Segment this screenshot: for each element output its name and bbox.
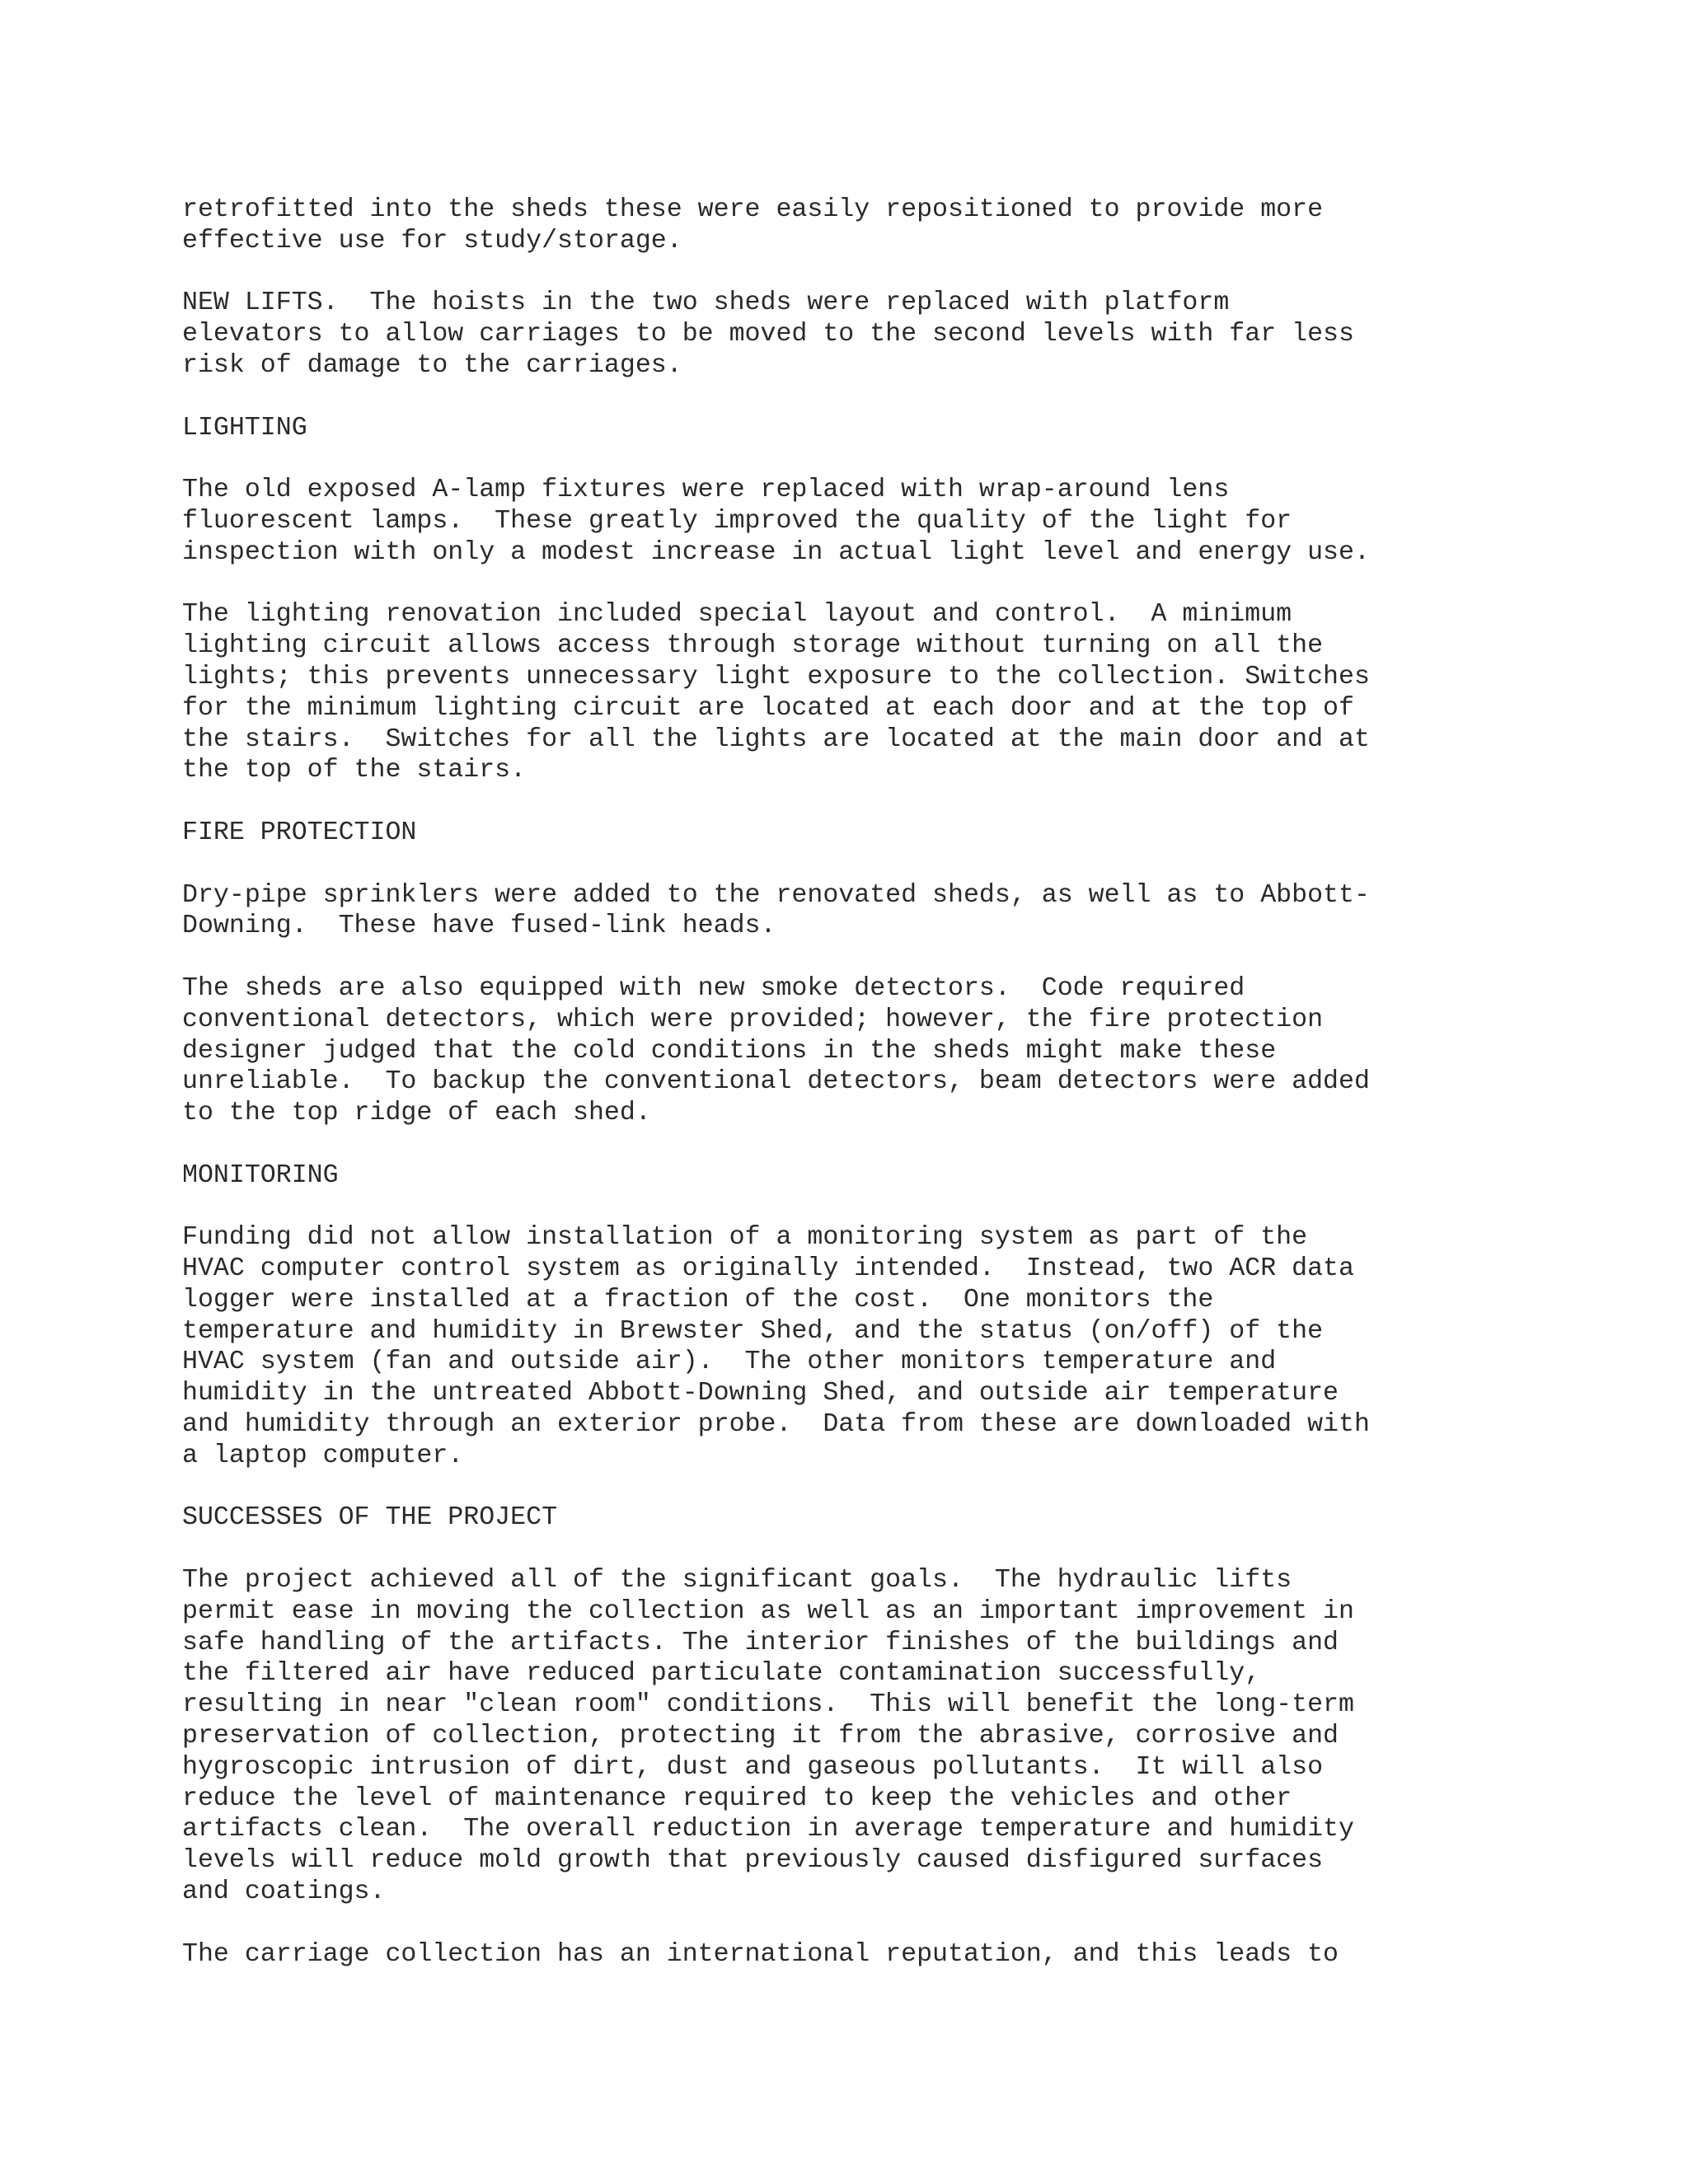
text-line: artifacts clean. The overall reduction in average temperature and humidity bbox=[182, 1815, 1354, 1844]
text-line: The old exposed A-lamp fixtures were replaced with wrap-around lens bbox=[182, 476, 1230, 505]
text-line: lights; this prevents unnecessary light exposure to the collection. Switches bbox=[182, 662, 1370, 691]
text-line: to the top ridge of each shed. bbox=[182, 1099, 651, 1128]
paragraph bbox=[182, 288, 1501, 381]
text-line: Dry-pipe sprinklers were added to the renovated sheds, as well as to Abbott- bbox=[182, 880, 1370, 910]
paragraph bbox=[182, 1939, 1501, 1971]
section-heading bbox=[182, 818, 1501, 849]
paragraph-gap bbox=[182, 1534, 1501, 1565]
text-line: effective use for study/storage. bbox=[182, 226, 682, 255]
text-line: retrofitted into the sheds these were easily repositioned to provide more bbox=[182, 195, 1324, 224]
text-line: the stairs. Switches for all the lights are located at the main door and at bbox=[182, 724, 1370, 754]
text-line: conventional detectors, which were provided; however, the fire protection bbox=[182, 1005, 1324, 1034]
text-line: inspection with only a modest increase in actual light level and energy use. bbox=[182, 537, 1370, 567]
text-line: NEW LIFTS. The hoists in the two sheds were replaced with platform bbox=[182, 288, 1230, 318]
text-line: logger were installed at a fraction of the cost. One monitors the bbox=[182, 1285, 1214, 1315]
text-line: preservation of collection, protecting it from the abrasive, corrosive and bbox=[182, 1722, 1339, 1751]
text-line: levels will reduce mold growth that previously caused disfigured surfaces bbox=[182, 1846, 1324, 1876]
text-line: The lighting renovation included special layout and control. A minimum bbox=[182, 600, 1292, 630]
paragraph-gap bbox=[182, 257, 1501, 288]
paragraph-gap bbox=[182, 849, 1501, 880]
paragraph bbox=[182, 973, 1501, 1129]
text-line: HVAC computer control system as originally intended. Instead, two ACR data bbox=[182, 1254, 1354, 1284]
text-line: HVAC system (fan and outside air). The other monitors temperature and bbox=[182, 1347, 1277, 1377]
text-line: the filtered air have reduced particulate contamination successfully, bbox=[182, 1659, 1261, 1689]
paragraph bbox=[182, 1222, 1501, 1471]
paragraph-gap bbox=[182, 1129, 1501, 1160]
text-line: MONITORING bbox=[182, 1160, 339, 1190]
text-line: hygroscopic intrusion of dirt, dust and gaseous pollutants. It will also bbox=[182, 1752, 1324, 1782]
text-line: risk of damage to the carriages. bbox=[182, 350, 682, 380]
text-line: humidity in the untreated Abbott-Downing Shed, and outside air temperature bbox=[182, 1379, 1339, 1408]
text-line: LIGHTING bbox=[182, 413, 307, 443]
section-heading bbox=[182, 413, 1501, 444]
document-page bbox=[182, 194, 1501, 1970]
text-line: Funding did not allow installation of a monitoring system as part of the bbox=[182, 1223, 1308, 1253]
text-line: lighting circuit allows access through storage without turning on all the bbox=[182, 631, 1324, 661]
paragraph-gap bbox=[182, 569, 1501, 600]
text-line: Downing. These have fused-link heads. bbox=[182, 912, 776, 941]
paragraph bbox=[182, 194, 1501, 257]
text-line: and humidity through an exterior probe. Data from these are downloaded with bbox=[182, 1410, 1370, 1440]
text-line: safe handling of the artifacts. The interior finishes of the buildings and bbox=[182, 1628, 1339, 1657]
paragraph-gap bbox=[182, 1472, 1501, 1503]
paragraph bbox=[182, 880, 1501, 943]
text-line: FIRE PROTECTION bbox=[182, 818, 417, 847]
text-line: fluorescent lamps. These greatly improved the quality of the light for bbox=[182, 506, 1292, 536]
text-line: temperature and humidity in Brewster Shed, and the status (on/off) of the bbox=[182, 1316, 1324, 1346]
text-line: SUCCESSES OF THE PROJECT bbox=[182, 1503, 558, 1533]
text-line: reduce the level of maintenance required to keep the vehicles and other bbox=[182, 1783, 1292, 1813]
text-line: the top of the stairs. bbox=[182, 756, 527, 785]
text-line: unreliable. To backup the conventional detectors, beam detectors were added bbox=[182, 1067, 1370, 1097]
paragraph bbox=[182, 1565, 1501, 1908]
paragraph-gap bbox=[182, 1192, 1501, 1223]
paragraph bbox=[182, 599, 1501, 786]
paragraph-gap bbox=[182, 786, 1501, 818]
paragraph-gap bbox=[182, 1908, 1501, 1939]
paragraph bbox=[182, 475, 1501, 568]
text-line: permit ease in moving the collection as well as an important improvement in bbox=[182, 1596, 1354, 1626]
paragraph-gap bbox=[182, 443, 1501, 475]
text-line: for the minimum lighting circuit are located at each door and at the top of bbox=[182, 693, 1354, 723]
section-heading bbox=[182, 1502, 1501, 1534]
paragraph-gap bbox=[182, 942, 1501, 973]
text-line: elevators to allow carriages to be moved to the second levels with far less bbox=[182, 320, 1354, 349]
text-line: The project achieved all of the significant goals. The hydraulic lifts bbox=[182, 1566, 1292, 1596]
text-line: designer judged that the cold conditions in the sheds might make these bbox=[182, 1036, 1277, 1066]
section-heading bbox=[182, 1160, 1501, 1192]
text-line: and coatings. bbox=[182, 1877, 386, 1907]
text-line: a laptop computer. bbox=[182, 1441, 464, 1470]
text-line: resulting in near "clean room" conditions. This will benefit the long-term bbox=[182, 1690, 1354, 1720]
text-line: The sheds are also equipped with new smoke detectors. Code required bbox=[182, 973, 1245, 1003]
text-line: The carriage collection has an international reputation, and this leads to bbox=[182, 1939, 1339, 1969]
paragraph-gap bbox=[182, 382, 1501, 413]
